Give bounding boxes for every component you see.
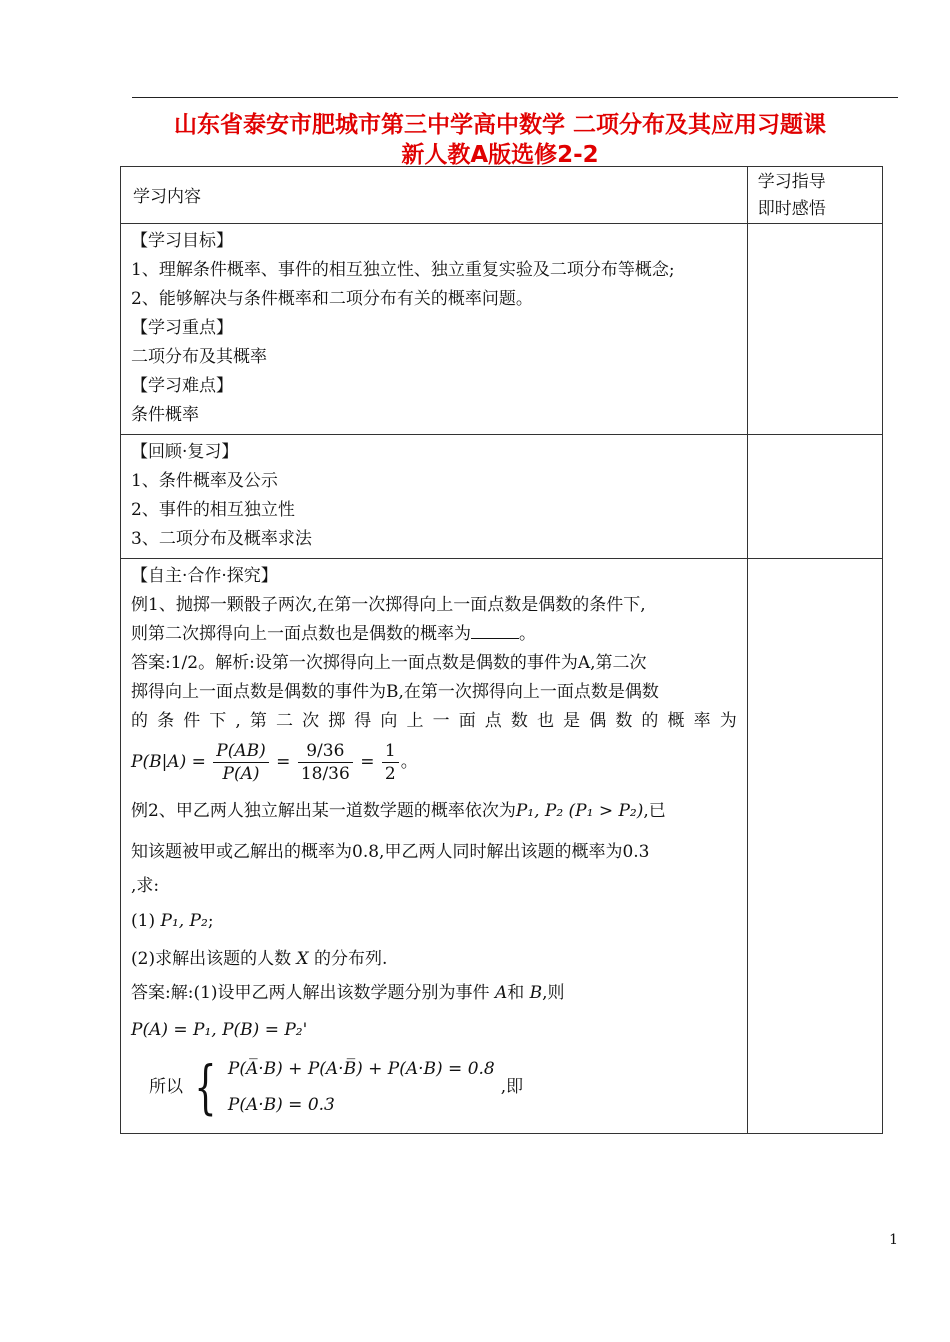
- answer-2-line-1: 答案:解:(1)设甲乙两人解出该数学题分别为事件 A和 B,则: [131, 983, 565, 1003]
- formula-1-frac-2: $\frac{9/36}{18/36}$: [298, 740, 353, 785]
- formula-1-frac-1: $\frac{P(AB)}{P(A)}$: [213, 740, 268, 785]
- example-1-line-2: 则第二次掷得向上一面点数也是偶数的概率为 。: [131, 620, 737, 649]
- goal-item-1: 1、理解条件概率、事件的相互独立性、独立重复实验及二项分布等概念;: [131, 260, 675, 280]
- example-2-line-2: 知该题被甲或乙解出的概率为0.8,甲乙两人同时解出该题的概率为0.3: [131, 842, 650, 862]
- top-rule: [132, 97, 898, 98]
- formula-1-lhs: P(B|A) =: [131, 752, 206, 772]
- answer-1-line-1: 答案:1/2。解析:设第一次掷得向上一面点数是偶数的事件为A,第二次: [131, 653, 647, 673]
- formula-1: P(B|A) = $\frac{P(AB)}{P(A)}$ = $\frac{9/36}{18/36}$ = $\frac{1}{2}$ 。: [131, 741, 418, 784]
- so-label: 所以: [149, 1076, 183, 1097]
- review-item-3: 3、二项分布及概率求法: [131, 529, 312, 549]
- answer-1-line-3: 的条件下,第二次掷得向上一面点数也是偶数的概率为: [131, 711, 737, 731]
- header-content-label: 学习内容: [133, 187, 201, 207]
- left-brace: {: [194, 1053, 217, 1121]
- example-2-line-1: 例2、甲乙两人独立解出某一道数学题的概率依次为P₁, P₂ (P₁ > P₂),已: [131, 801, 666, 821]
- study-table: [120, 166, 883, 1134]
- explore-cell: [121, 559, 748, 1134]
- goals-cell: [121, 224, 748, 435]
- question-2: (2)求解出该题的人数 X 的分布列.: [131, 949, 388, 969]
- goals-row: [121, 224, 883, 435]
- example-2-line-3: ,求:: [131, 876, 160, 896]
- header-guide-cell: [747, 167, 882, 224]
- difficulty-text: 条件概率: [131, 405, 199, 425]
- system-equations: [228, 1051, 495, 1123]
- system-equation-1: P(A̅·B) + P(A·B̅) + P(A·B) = 0.8: [227, 1059, 495, 1079]
- formula-1-frac-3: $\frac{1}{2}$: [382, 740, 399, 785]
- explore-row: [121, 559, 883, 1134]
- page-number: 1: [889, 1232, 898, 1248]
- header-guide-label: 学习指导: [757, 172, 826, 192]
- explore-heading: 【自主·合作·探究】: [131, 566, 278, 586]
- so-end: ,即: [500, 1076, 524, 1097]
- answer-2-line-2: P(A) = P₁, P(B) = P₂': [131, 1020, 308, 1040]
- example-2-probabilities: P₁, P₂ (P₁ > P₂): [515, 801, 644, 821]
- difficulty-heading: 【学习难点】: [131, 376, 233, 396]
- review-cell: [121, 435, 748, 559]
- answer-blank: [471, 620, 519, 639]
- goals-notes-cell: [747, 224, 882, 435]
- system-equation-2: P(A·B) = 0.3: [227, 1095, 335, 1115]
- review-item-2: 2、事件的相互独立性: [131, 500, 295, 520]
- goal-item-2: 2、能够解决与条件概率和二项分布有关的概率问题。: [131, 289, 533, 309]
- focus-text: 二项分布及其概率: [131, 347, 267, 367]
- document-title: [120, 110, 880, 170]
- explore-notes-cell: [747, 559, 882, 1134]
- title-line-2: 新人教A版选修2-2: [401, 142, 599, 168]
- review-item-1: 1、条件概率及公示: [131, 471, 278, 491]
- answer-1-line-2: 掷得向上一面点数是偶数的事件为B,在第一次掷得向上一面点数是偶数: [131, 682, 659, 702]
- header-content-cell: [121, 167, 748, 224]
- review-notes-cell: [747, 435, 882, 559]
- title-line-1: 山东省泰安市肥城市第三中学高中数学 二项分布及其应用习题课: [173, 112, 826, 138]
- equation-system: [131, 1051, 737, 1129]
- review-row: [121, 435, 883, 559]
- focus-heading: 【学习重点】: [131, 318, 233, 338]
- example-1-line-1: 例1、抛掷一颗骰子两次,在第一次掷得向上一面点数是偶数的条件下,: [131, 595, 646, 615]
- question-1: (1) P₁, P₂;: [131, 911, 214, 931]
- header-insight-label: 即时感悟: [757, 199, 826, 219]
- review-heading: 【回顾·复习】: [131, 442, 239, 462]
- goals-heading: 【学习目标】: [131, 231, 233, 251]
- answer-1-value: 1/2: [170, 653, 199, 673]
- table-header-row: [121, 167, 883, 224]
